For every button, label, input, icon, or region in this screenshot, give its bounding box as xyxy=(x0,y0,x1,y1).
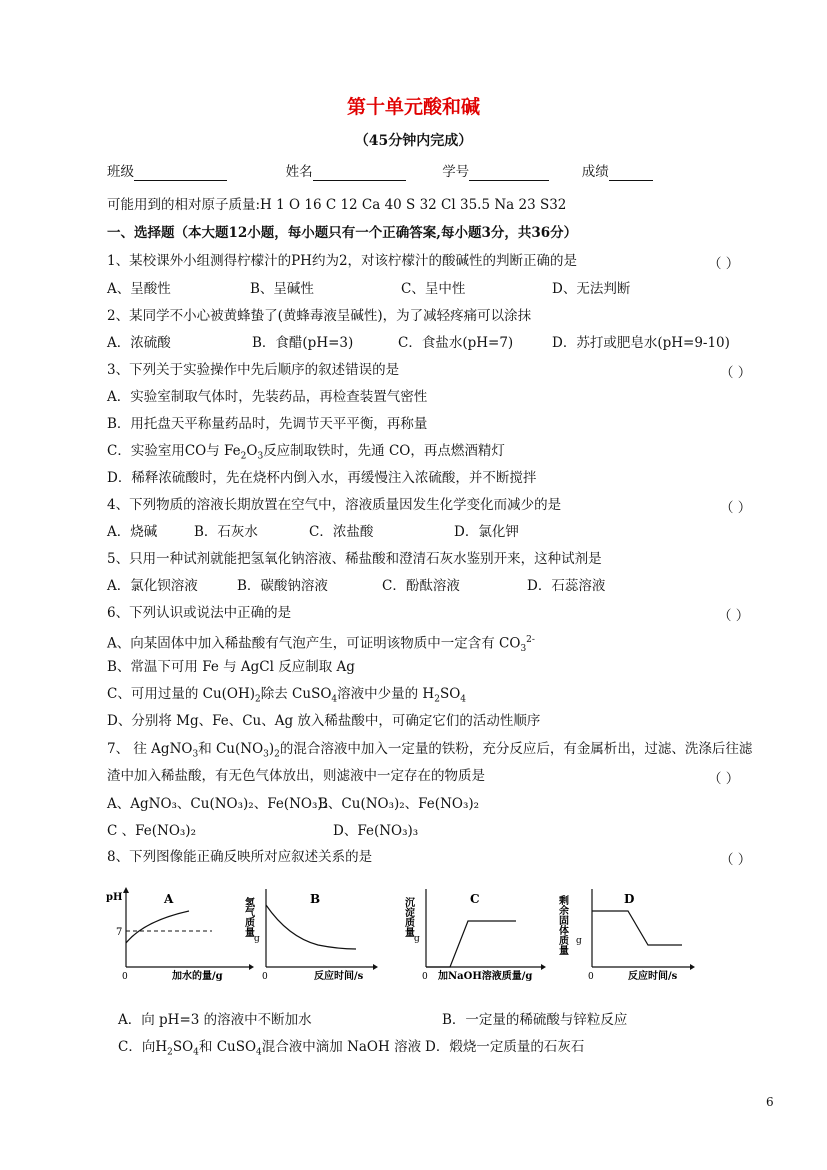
graph-d-xlabel: 反应时间/s xyxy=(628,971,678,982)
page-subtitle: （45分钟内完成） xyxy=(354,133,473,149)
graph-c-line xyxy=(426,921,516,967)
graph-c-ylabel: 沉淀质量 xyxy=(402,897,414,937)
q7-sub2: 3 xyxy=(263,749,269,760)
graph-a-tick-7: 7 xyxy=(116,927,123,938)
graph-a-ylabel: pH xyxy=(106,892,123,903)
q5-option-b: B．碳酸钠溶液 xyxy=(237,578,328,594)
graph-d-line xyxy=(592,911,682,945)
answer-blank-4[interactable]: （ ） xyxy=(720,500,752,516)
graph-c-yunit: g xyxy=(414,934,420,944)
q6-c-sub3: 2 xyxy=(434,694,440,705)
answer-blank-7[interactable]: （ ） xyxy=(708,771,740,787)
answer-blank-3[interactable]: （ ） xyxy=(720,365,752,381)
question-1-stem: 1、某校课外小组测得柠檬汁的PH约为2，对该柠檬汁的酸碱性的判断正确的是 xyxy=(107,253,578,269)
q1-option-a: A、呈酸性 xyxy=(107,281,171,297)
graph-b-letter: B xyxy=(310,892,321,906)
q8-c-mid2: 和 CuSO xyxy=(198,1039,257,1055)
q6-option-d: D、分别将 Mg、Fe、Cu、Ag 放入稀盐酸中，可确定它们的活动性顺序 xyxy=(107,713,541,729)
q4-option-c: C．浓盐酸 xyxy=(309,524,374,540)
graph-d-ylabel: 剩余固体质量 xyxy=(556,895,568,955)
atomic-mass-note: 可能用到的相对原子质量:H 1 O 16 C 12 Ca 40 S 32 Cl 35.5 Na 23 S32 xyxy=(107,197,567,213)
graph-c-svg xyxy=(402,885,548,982)
class-field[interactable] xyxy=(134,166,227,181)
id-field[interactable] xyxy=(469,166,549,181)
q6-option-c xyxy=(107,685,466,709)
q6-option-b: B、常温下可用 Fe 与 AgCl 反应制取 Ag xyxy=(107,659,355,675)
q6-option-a xyxy=(107,631,535,658)
q3-c-sub2: 3 xyxy=(257,451,264,462)
graph-d-x-arrow xyxy=(690,964,695,970)
q7-option-d: D、Fe(NO₃)₃ xyxy=(333,823,419,839)
graph-d-letter: D xyxy=(624,892,635,906)
graph-c-xlabel: 加NaOH溶液质量/g xyxy=(438,971,533,982)
q3-c-post: 反应制取铁时，先通 CO，再点燃酒精灯 xyxy=(263,443,505,459)
q2-option-c: C．食盐水(pH=7) xyxy=(398,335,514,351)
q5-option-a: A．氯化钡溶液 xyxy=(107,578,198,594)
graph-a-letter: A xyxy=(164,892,174,906)
q7-option-a: A、AgNO₃、Cu(NO₃)₂、Fe(NO₃)₂ xyxy=(107,796,329,812)
q8-option-b: B．一定量的稀硫酸与锌粒反应 xyxy=(442,1012,628,1028)
answer-blank-6[interactable]: （ ） xyxy=(718,608,750,624)
graph-c-letter: C xyxy=(470,892,480,906)
graph-b-origin: 0 xyxy=(262,972,268,982)
q7-text-2: 和 Cu(NO xyxy=(198,741,264,757)
q4-option-d: D．氯化钾 xyxy=(454,524,519,540)
q2-option-b: B．食醋(pH=3) xyxy=(252,335,354,351)
name-label: 姓名 xyxy=(285,164,313,180)
q6-c-text: C、可用过量的 Cu(OH) xyxy=(107,686,256,702)
q8-c-mid: SO xyxy=(172,1039,194,1055)
q8-c-post: 混合液中滴加 NaOH 溶液 xyxy=(261,1039,422,1055)
q8-c-sub2: 4 xyxy=(193,1047,199,1058)
q3-c-mid: O xyxy=(246,443,258,459)
q2-option-a: A．浓硫酸 xyxy=(107,335,171,351)
page-title: 第十单元酸和碱 xyxy=(346,96,480,118)
q7-sub3: 2 xyxy=(274,749,280,760)
q2-option-d: D．苏打或肥皂水(pH=9-10) xyxy=(552,335,730,351)
q8-c-sub1: 2 xyxy=(167,1047,173,1058)
graph-b-yunit: g xyxy=(254,934,260,944)
q3-option-b: B．用托盘天平称量药品时，先调节天平平衡，再称量 xyxy=(107,416,428,432)
graph-d-svg xyxy=(556,885,697,982)
q6-c-mid3: SO xyxy=(439,686,461,702)
q6-c-sub4: 4 xyxy=(460,694,467,705)
score-field[interactable] xyxy=(609,166,653,181)
graph-b xyxy=(242,885,378,984)
graph-d-yunit: g xyxy=(576,936,582,946)
graph-a-xlabel: 加水的量/g xyxy=(172,971,223,982)
question-5-stem: 5、只用一种试剂就能把氢氧化钠溶液、稀盐酸和澄清石灰水鉴别开来，这种试剂是 xyxy=(107,551,602,567)
answer-blank-8[interactable]: （ ） xyxy=(720,852,752,868)
q3-c-text: C．实验室用CO与 Fe xyxy=(107,443,241,459)
q6-c-mid: 除去 CuSO xyxy=(260,686,332,702)
answer-blank-1[interactable]: （ ） xyxy=(708,256,740,272)
q6-c-sub1: 2 xyxy=(255,694,261,705)
q8-c-text: C．向H xyxy=(118,1039,168,1055)
q8-option-c xyxy=(118,1038,421,1062)
graph-a-svg xyxy=(104,885,254,980)
q7-text-3: ) xyxy=(268,741,275,757)
q5-option-c: C．酚酞溶液 xyxy=(382,578,460,594)
q6-c-mid2: 溶液中少量的 H xyxy=(337,686,435,702)
question-6-stem: 6、下列认识或说法中正确的是 xyxy=(107,605,292,621)
section-heading: 一、选择题（本大题12小题，每小题只有一个正确答案,每小题3分，共36分） xyxy=(107,225,578,241)
graph-a-origin: 0 xyxy=(122,972,128,982)
graph-d-origin: 0 xyxy=(588,972,594,982)
question-3-stem: 3、下列关于实验操作中先后顺序的叙述错误的是 xyxy=(107,362,400,378)
q3-c-sub1: 2 xyxy=(240,451,247,462)
q3-option-a: A．实验室制取气体时，先装药品，再检查装置气密性 xyxy=(107,389,428,405)
class-label: 班级 xyxy=(107,164,134,180)
graph-b-svg xyxy=(242,885,378,982)
graph-b-x-arrow xyxy=(373,964,378,970)
q6-c-sub2: 4 xyxy=(331,694,338,705)
graph-a xyxy=(104,885,254,984)
graph-b-xlabel: 反应时间/s xyxy=(314,971,364,982)
name-field[interactable] xyxy=(313,166,406,181)
graph-a-curve xyxy=(126,911,189,943)
q1-option-b: B、呈碱性 xyxy=(250,281,314,297)
question-7-stem-line1 xyxy=(107,740,752,764)
question-8-stem: 8、下列图像能正确反映所对应叙述关系的是 xyxy=(107,849,373,865)
q6-a-sub: 3 xyxy=(520,644,527,655)
q4-option-a: A．烧碱 xyxy=(107,524,158,540)
graph-a-y-arrow xyxy=(123,887,129,893)
q7-text-1: 7、 往 AgNO xyxy=(107,741,193,757)
id-label: 学号 xyxy=(442,164,470,180)
q7-text-4: 的混合溶液中加入一定量的铁粉，充分反应后，有金属析出，过滤、洗涤后往滤 xyxy=(279,741,753,757)
graph-b-ylabel: 氢气质量 xyxy=(242,897,254,937)
graph-b-curve xyxy=(266,905,356,949)
q7-sub1: 3 xyxy=(192,749,199,760)
q7-option-c: C 、Fe(NO₃)₂ xyxy=(107,823,196,839)
q3-option-c xyxy=(107,442,505,466)
q4-option-b: B．石灰水 xyxy=(194,524,258,540)
graph-c-x-arrow xyxy=(541,964,546,970)
question-7-stem-line2: 渣中加入稀盐酸，有无色气体放出，则滤液中一定存在的物质是 xyxy=(107,768,485,784)
q1-option-d: D、无法判断 xyxy=(552,281,631,297)
graph-c xyxy=(402,885,548,984)
q8-option-d: D．煅烧一定质量的石灰石 xyxy=(425,1039,585,1055)
q8-c-sub3: 4 xyxy=(256,1047,262,1058)
q8-option-a: A．向 pH=3 的溶液中不断加水 xyxy=(118,1012,312,1028)
page-number: 6 xyxy=(766,1095,774,1109)
question-2-stem: 2、某同学不小心被黄蜂蛰了(黄蜂毒液呈碱性)，为了减轻疼痛可以涂抹 xyxy=(107,308,532,324)
score-label: 成绩 xyxy=(581,164,609,180)
q6-a-sup: 2- xyxy=(526,635,535,645)
question-4-stem: 4、下列物质的溶液长期放置在空气中，溶液质量因发生化学变化而减少的是 xyxy=(107,497,562,513)
q5-option-d: D．石蕊溶液 xyxy=(527,578,606,594)
info-row xyxy=(107,163,653,181)
q7-option-b: B、Cu(NO₃)₂、Fe(NO₃)₂ xyxy=(318,796,480,812)
q3-option-d: D．稀释浓硫酸时，先在烧杯内倒入水，再缓慢注入浓硫酸，并不断搅拌 xyxy=(107,470,537,486)
q1-option-c: C、呈中性 xyxy=(401,281,466,297)
graph-d xyxy=(556,885,697,984)
graph-c-origin: 0 xyxy=(422,972,428,982)
q6-a-text: A、向某固体中加入稀盐酸有气泡产生，可证明该物质中一定含有 CO xyxy=(107,635,521,652)
